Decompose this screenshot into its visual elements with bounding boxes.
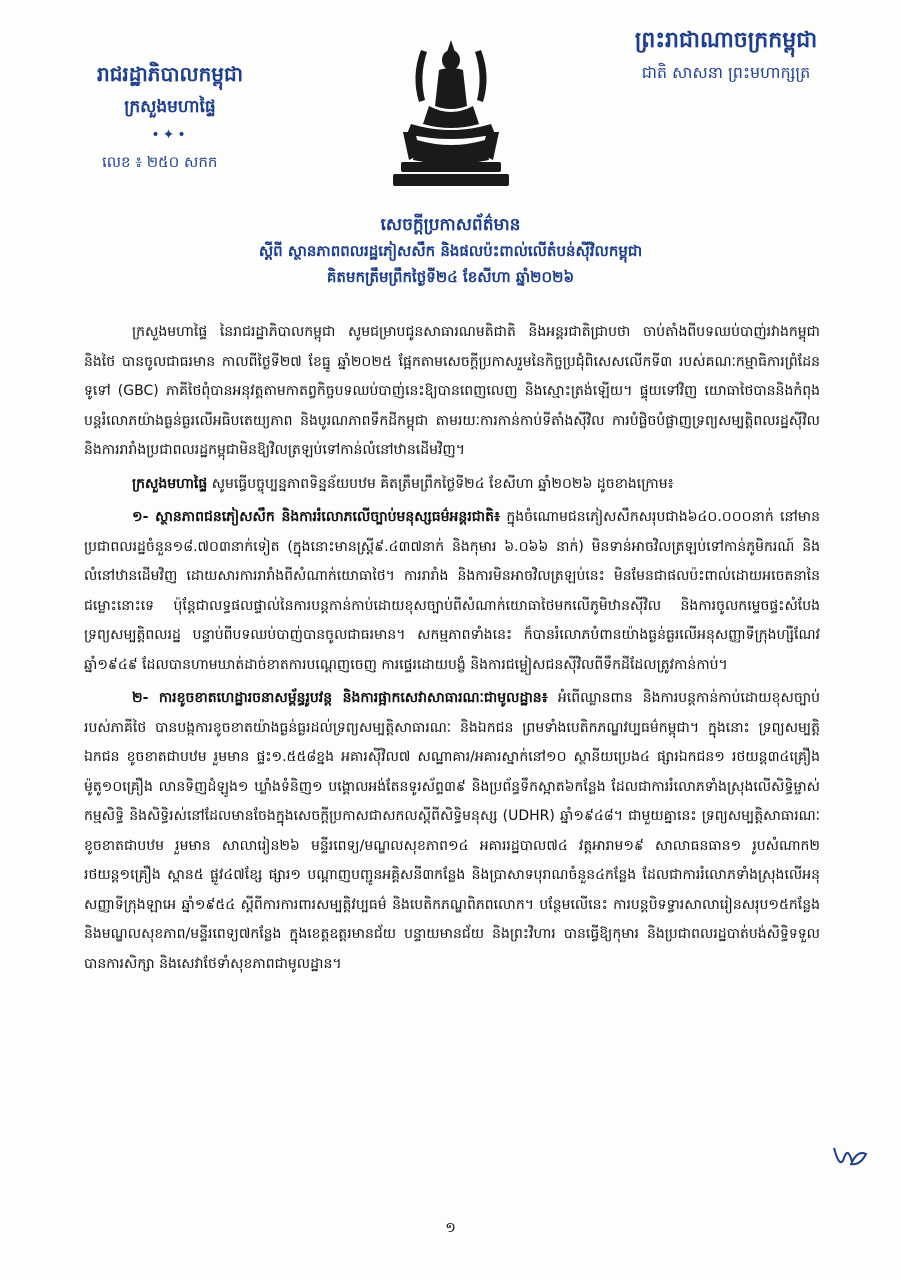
government-name: រាជរដ្ឋាភិបាលកម្ពុជា — [97, 62, 243, 86]
document-body — [84, 318, 820, 983]
kingdom-title: ព្រះរាជាណាចក្រកម្ពុជា — [634, 28, 818, 53]
title-line-2: ស្តីពី ស្ថានភាពពលរដ្ឋភៀសសឹក និងផលប៉ះពាល់លើតំបន់ស៊ីវិលកម្ពុជា — [258, 242, 643, 260]
kingdom-motto: ជាតិ សាសនា ព្រះមហាក្សត្រ — [641, 63, 811, 82]
section-1-text: ក្នុងចំណោមជនភៀសសឹកសរុបជាង៦៤០.០០០នាក់ នៅមានប្រជាពលរដ្ឋចំនួន១៨.៧០៣នាក់ទៀត (ក្នុងនោះមានស្ត្រី៩.៤៣៧នាក់ និងកុមារ ៦.០៦៦ នាក់) មិនទាន់អាចវិលត្រឡប់ទៅកាន់ភូមិករណ៍ និងលំនៅឋានដើមវិញ ដោយសារការរារាំងពីសំណាក់យោធាថៃ។ ការរារាំង និងការមិនអាចវិលត្រឡប់នេះ មិនមែនជាផលប៉ះពាល់ដោយអចេតនានៃជម្លោះនោះទេ ប៉ុន្តែជាលទ្ធផលផ្ទាល់នៃការបន្តកាន់កាប់ដោយខុសច្បាប់ពីសំណាក់យោធាថៃមកលើភូមិឋានស៊ីវិល និងការចូលកម្ទេចផ្ទះសំបែង ទ្រព្យសម្បត្តិពលរដ្ឋ បន្ទាប់ពីបទឈប់បាញ់បានចូលជាធរមាន។ សកម្មភាពទាំងនេះ ក៏បានរំលោភបំពានយ៉ាងធ្ងន់ធ្ងរលើអនុសញ្ញាទីក្រុងហ្សឺណែវ ឆ្នាំ១៩៤៩ ដែលបានហាមឃាត់ដាច់ខាតការបណ្តេញចេញ ការផ្ទេរដោយបង្ខំ និងការជម្លៀសជនស៊ីវិលពីទឹកដីដែលត្រូវកាន់កាប់។ — [84, 509, 820, 673]
paragraph-section-1 — [84, 503, 820, 680]
initials-signature-icon — [830, 1140, 870, 1174]
title-line-1: សេចក្តីប្រកាសព័ត៌មាន — [380, 215, 521, 235]
ministry-emblem-icon — [381, 36, 521, 196]
title-line-3: គិតមកត្រឹមព្រឹកថ្ងៃទី២៤ ខែសីហា ឆ្នាំ២០២៦ — [326, 268, 575, 286]
paragraph-intro: ក្រសួងមហាផ្ទៃ នៃរាជរដ្ឋាភិបាលកម្ពុជា សូមជម្រាបជូនសាធារណមតិជាតិ និងអន្តរជាតិជ្រាបថា ចាប់តាំងពីបទឈប់បាញ់រវាងកម្ពុជា និងថៃ បានចូលជាធរមាន កាលពីថ្ងៃទី២៧ ខែធ្នូ ឆ្នាំ២០២៥ ផ្អែកតាមសេចក្តីប្រកាសរួមនៃកិច្ចប្រជុំពិសេសលើកទី៣ របស់គណៈកម្មាធិការព្រំដែនទូទៅ (GBC) ភាគីថៃពុំបានអនុវត្តតាមកាតព្វកិច្ចបទឈប់បាញ់នេះឱ្យបានពេញលេញ និងស្មោះត្រង់ឡើយ។ ផ្ទុយទៅវិញ យោធាថៃបាននិងកំពុងបន្តរំលោភយ៉ាងធ្ងន់ធ្ងរលើអធិបតេយ្យភាព និងបូរណភាពទឹកដីកម្ពុជា តាមរយៈការកាន់កាប់ទីតាំងស៊ីវិល ការបំផ្លិចបំផ្លាញទ្រព្យសម្បត្តិពលរដ្ឋស៊ីវិល និងការរារាំងប្រជាពលរដ្ឋកម្ពុជាមិនឱ្យវិលត្រឡប់ទៅកាន់លំនៅឋានដើមវិញ។ — [84, 324, 820, 458]
paragraph-update — [84, 470, 820, 500]
header-ornament: •✦• — [151, 127, 189, 143]
ministry-name: ក្រសួងមហាផ្ទៃ — [124, 97, 216, 117]
page-number: ១ — [445, 1220, 456, 1236]
announcement-title — [140, 212, 761, 290]
government-header — [60, 60, 280, 174]
section-1-heading: ១- ស្ថានភាពជនភៀសសឹក និងការរំលោភលើច្បាប់មនុស្សធម៌អន្តរជាតិ៖ — [132, 509, 501, 525]
paragraph-update-bold: ក្រសួងមហាផ្ទៃ — [132, 475, 208, 492]
paragraph-section-2 — [84, 684, 820, 979]
paragraph-update-text: សូមធ្វើបច្ចុប្បន្នភាពទិន្នន័យបឋម គិតត្រឹមព្រឹកថ្ងៃទី២៤ ខែសីហា ឆ្នាំ២០២៦ ដូចខាងក្រោម៖ — [207, 475, 674, 492]
document-number: លេខ ៖ ២៥០ សកក — [102, 153, 218, 171]
section-2-text: អំពើឈ្លានពាន និងការបន្តកាន់កាប់ដោយខុសច្បាប់របស់ភាគីថៃ បានបង្កការខូចខាតយ៉ាងធ្ងន់ធ្ងរដល់ទ្រព្យសម្បត្តិសាធារណៈ និងឯកជន ព្រមទាំងបេតិកភណ្ឌវប្បធម៌កម្ពុជា។ ក្នុងនោះ ទ្រព្យសម្បត្តិឯកជន ខូចខាតជាបឋម រួមមាន ផ្ទះ១.៥៥៨ខ្នង អគារស៊ីវិល៧ សណ្ឋាគារ/អគារស្នាក់នៅ១០ ស្ថានីយប្រេង៤ ផ្សារឯកជន១ រថយន្ត៣៤គ្រឿង ម៉ូតូ១០គ្រឿង លានទិញដំឡូង១ ឃ្លាំងទំនិញ១ បង្គោលអង់តែនទូរស័ព្ទ៣៩ និងប្រព័ន្ធទឹកស្អាត៦កន្លែង ដែលជាការរំលោភទាំងស្រុងលើសិទ្ធិម្ចាស់កម្មសិទ្ធិ និងសិទ្ធិរស់នៅដែលមានចែងក្នុងសេចក្តីប្រកាសជាសកលស្តីពីសិទ្ធិមនុស្ស (UDHR) ឆ្នាំ១៩៤៨។ ជាមួយគ្នានេះ ទ្រព្យសម្បត្តិសាធារណៈ ខូចខាតជាបឋម រួមមាន សាលារៀន២៦ មន្ទីរពេទ្យ/មណ្ឌលសុខភាព១៤ អគាររដ្ឋបាល៧៤ វត្តអារាម១៩ សាលាធនធាន១ រូបសំណាក២ រថយន្ត១គ្រឿង ស្ពាន៥ ផ្លូវ៤៧ខ្សែ ផ្សារ១ បណ្តាញបញ្ជូនអគ្គិសនី៣កន្លែង និងប្រាសាទបុរាណចំនួន៤កន្លែង ដែលជាការរំលោភទាំងស្រុងលើអនុសញ្ញាទីក្រុងឡាអេ ឆ្នាំ១៩៥៤ ស្តីពីការការពារសម្បត្តិវប្បធម៌ និងបេតិកភណ្ឌពិភពលោក។ បន្ថែមលើនេះ ការបន្តបិទទ្វារសាលារៀនសរុប១៥កន្លែង និងមណ្ឌលសុខភាព/មន្ទីរពេទ្យ៧កន្លែង ក្នុងខេត្តឧត្តរមានជ័យ បន្ទាយមានជ័យ និងព្រះវិហារ បានធ្វើឱ្យកុមារ និងប្រជាពលរដ្ឋបាត់បង់សិទ្ធិទទួលបានការសិក្សា និងសេវាថែទាំសុខភាពជាមូលដ្ឋាន។ — [84, 690, 820, 972]
section-2-heading: ២- ការខូចខាតហេដ្ឋារចនាសម្ព័ន្ធរូបវន្ត និងការផ្អាកសេវាសាធារណៈជាមូលដ្ឋាន៖ — [132, 690, 548, 706]
kingdom-header — [611, 26, 841, 86]
